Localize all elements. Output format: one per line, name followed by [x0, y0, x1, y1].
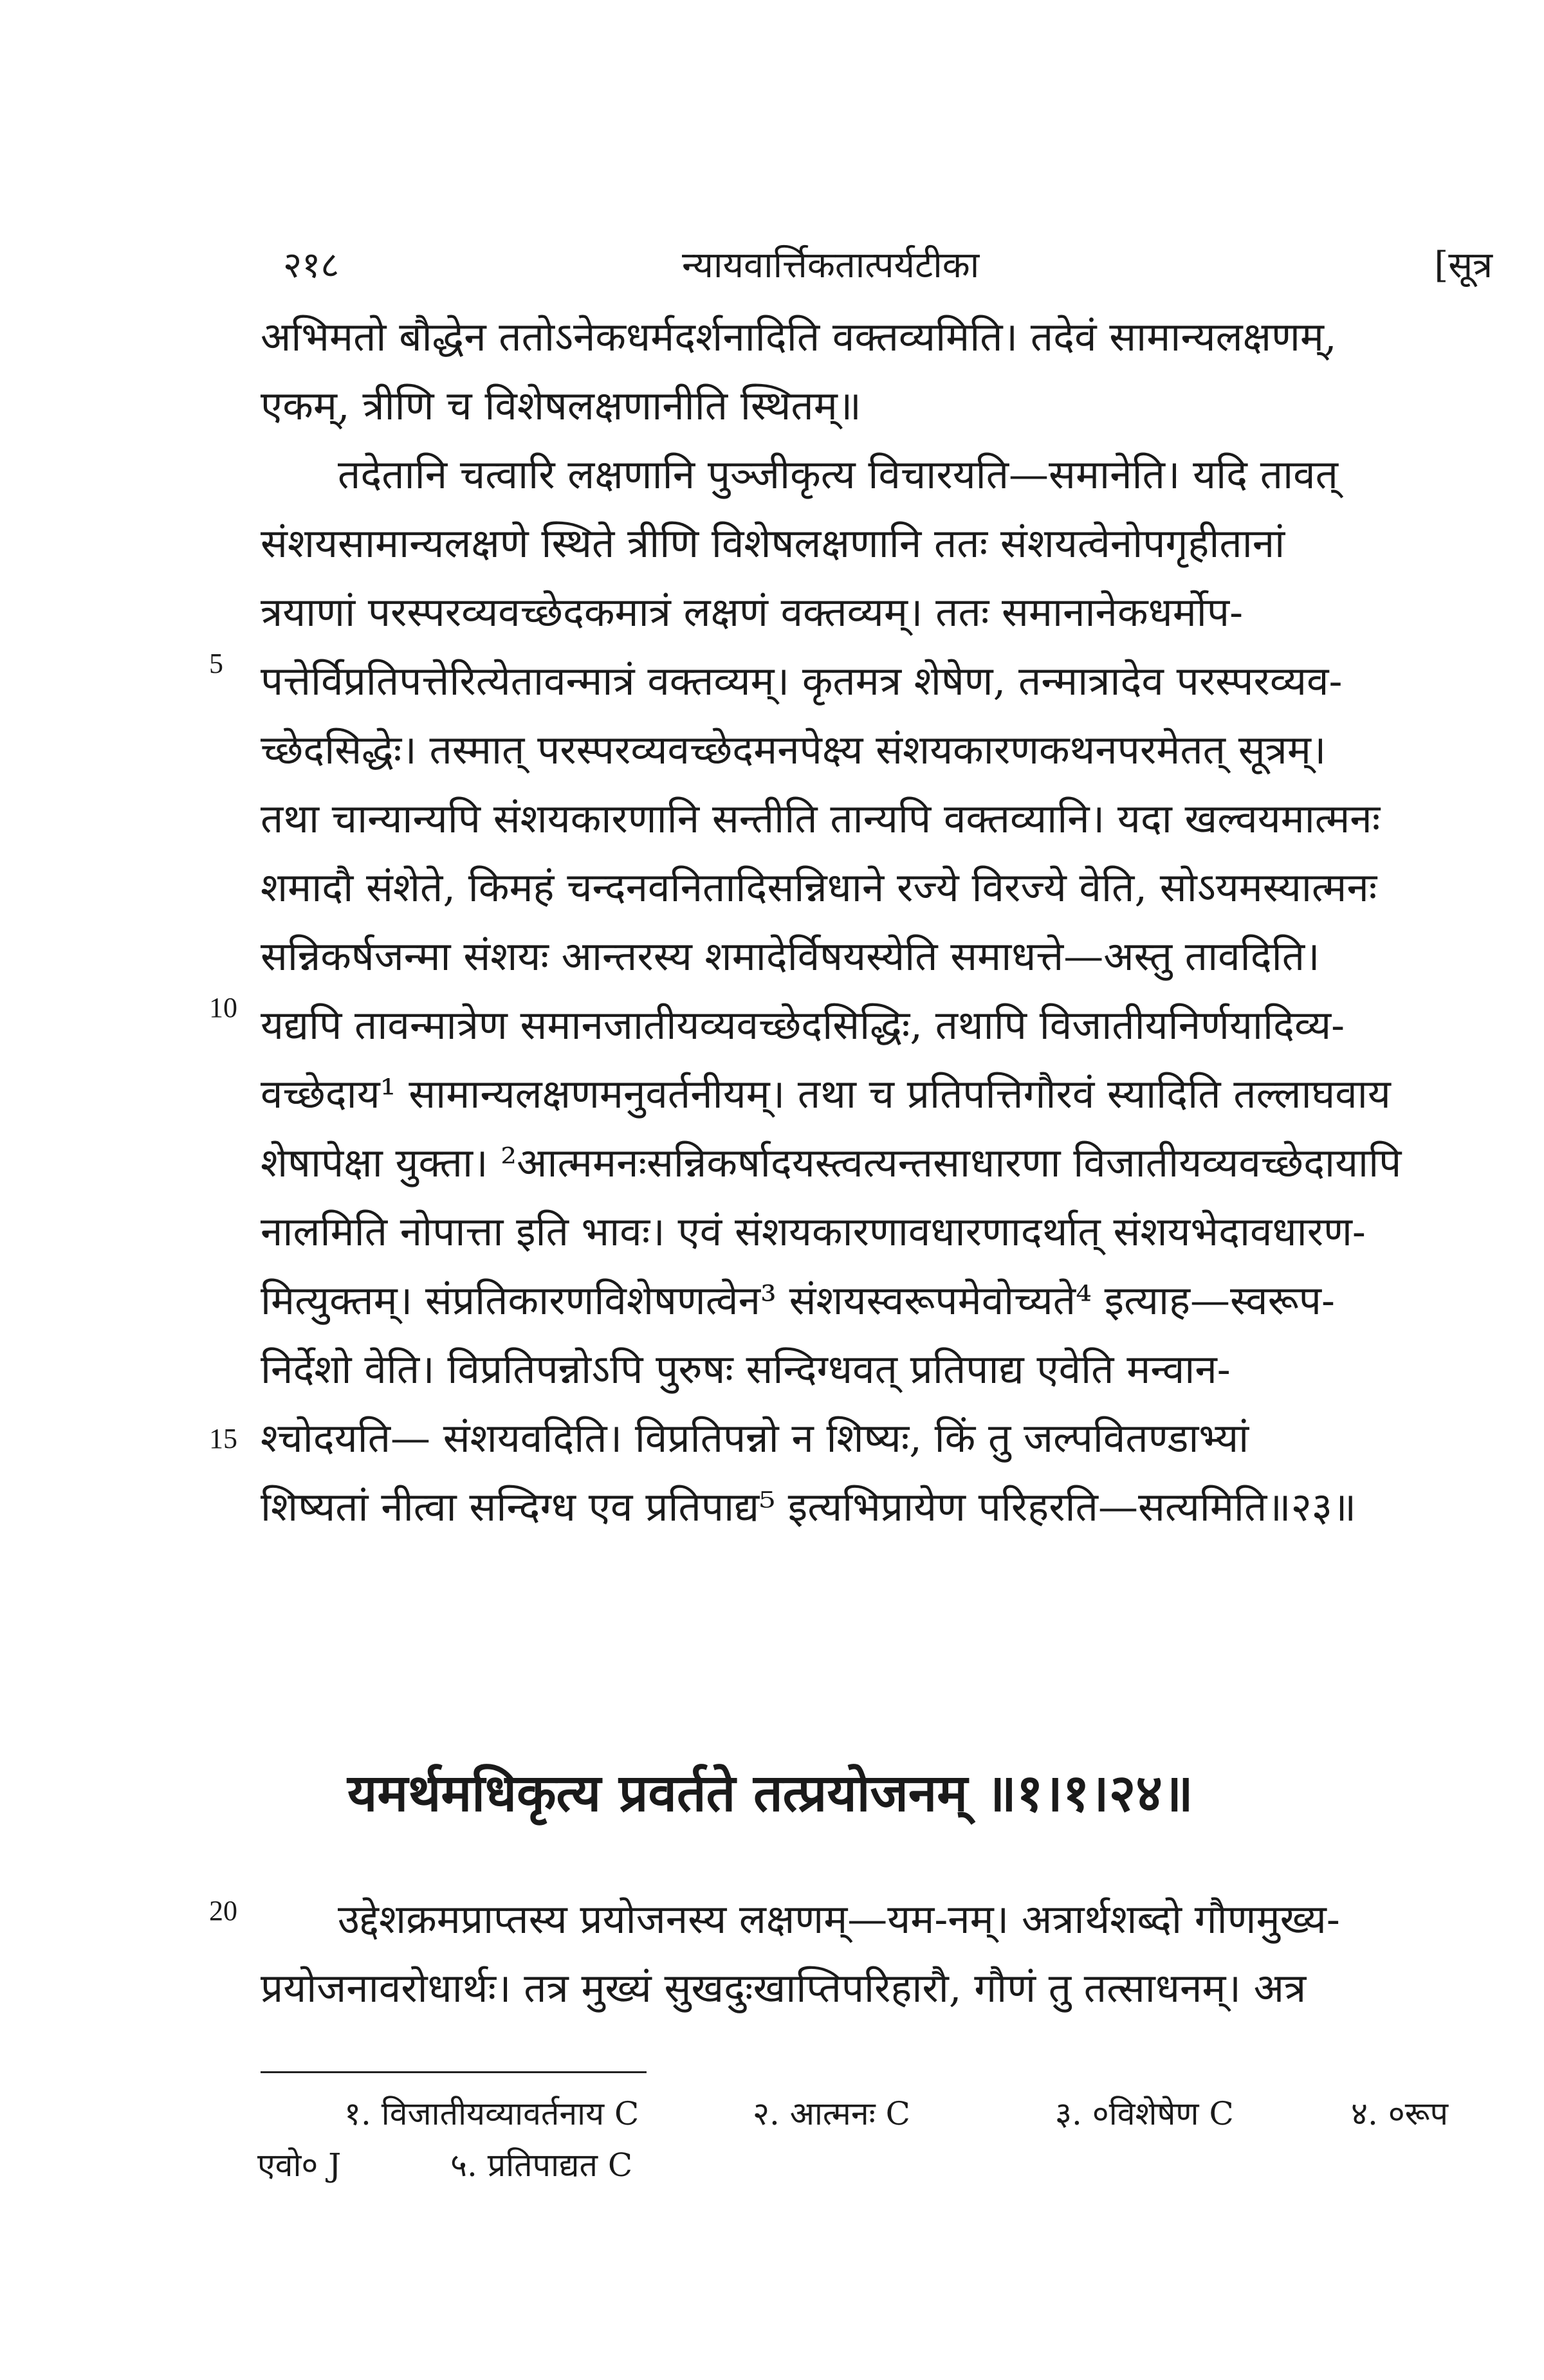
- sutra-heading: यमर्थमधिकृत्य प्रवर्तते तत्प्रयोजनम् ॥१।१।२४॥: [347, 1762, 1193, 1823]
- section-label: [सूत्र: [1434, 244, 1493, 286]
- text-line: शेषापेक्षा युक्ता। ²आत्ममनःसन्निकर्षादयस्त्वत्यन्तसाधारणा विजातीयव्यवच्छेदायापि: [261, 1139, 1402, 1186]
- footnote-2: २. आत्मनः C: [753, 2095, 910, 2132]
- text-line: तदेतानि चत्वारि लक्षणानि पुञ्जीकृत्य विचारयति—समानेति। यदि तावत्: [338, 451, 1338, 498]
- text-line: उद्देशक्रमप्राप्तस्य प्रयोजनस्य लक्षणम्—यम-नम्। अत्रार्थशब्दो गौणमुख्य-: [338, 1896, 1340, 1943]
- text-line: नालमिति नोपात्ता इति भावः। एवं संशयकारणावधारणादर्थात् संशयभेदावधारण-: [261, 1208, 1366, 1255]
- text-line: अभिमतो बौद्धेन ततोऽनेकधर्मदर्शनादिति वक्तव्यमिति। तदेवं सामान्यलक्षणम्,: [261, 313, 1337, 360]
- text-line: वच्छेदाय¹ सामान्यलक्षणमनुवर्तनीयम्। तथा च प्रतिपत्तिगौरवं स्यादिति तल्लाघवाय: [261, 1070, 1391, 1117]
- footnote-4: ४. ०रूप: [1351, 2095, 1449, 2132]
- footnote-divider: [261, 2071, 647, 2073]
- footnotes: [257, 2091, 1480, 2193]
- page-number: २१८: [283, 244, 340, 286]
- text-line: शमादौ संशेते, किमहं चन्दनवनितादिसन्निधाने रज्ये विरज्ये वेति, सोऽयमस्यात्मनः: [261, 864, 1377, 911]
- text-line: तथा चान्यान्यपि संशयकारणानि सन्तीति तान्यपि वक्तव्यानि। यदा खल्वयमात्मनः: [261, 795, 1381, 842]
- footnote-3: ३. ०विशेषेण C: [1055, 2095, 1234, 2132]
- text-line: सन्निकर्षजन्मा संशयः आन्तरस्य शमादेर्विषयस्येति समाधत्ते—अस्तु तावदिति।: [261, 933, 1320, 980]
- text-line: त्रयाणां परस्परव्यवच्छेदकमात्रं लक्षणं वक्तव्यम्। ततः समानानेकधर्मोप-: [261, 589, 1244, 636]
- text-line: च्छेदसिद्धेः। तस्मात् परस्परव्यवच्छेदमनपेक्ष्य संशयकारणकथनपरमेतत् सूत्रम्।: [261, 726, 1327, 773]
- line-number: 10: [209, 992, 237, 1023]
- running-title: न्यायवार्त्तिकतात्पर्यटीका: [682, 244, 980, 286]
- text-line: मित्युक्तम्। संप्रतिकारणविशेषणत्वेन³ संशयस्वरूपमेवोच्यते⁴ इत्याह—स्वरूप-: [261, 1277, 1335, 1324]
- text-line: शिष्यतां नीत्वा सन्दिग्ध एव प्रतिपाद्य⁵ इत्यभिप्रायेण परिहरति—सत्यमिति॥२३॥: [261, 1483, 1357, 1530]
- text-line: श्चोदयति— संशयवदिति। विप्रतिपन्नो न शिष्यः, किं तु जल्पवितण्डाभ्यां: [261, 1414, 1249, 1461]
- line-number: 5: [209, 648, 223, 679]
- text-line: प्रयोजनावरोधार्थः। तत्र मुख्यं सुखदुःखाप्तिपरिहारौ, गौणं तु तत्साधनम्। अत्र: [261, 1964, 1307, 2011]
- text-line: निर्देशो वेति। विप्रतिपन्नोऽपि पुरुषः सन्दिग्धवत् प्रतिपाद्य एवेति मन्वान-: [261, 1346, 1231, 1393]
- commentary-paragraph-2: [261, 1885, 1476, 2022]
- footnote-4-continued: एवो० J: [257, 2147, 342, 2184]
- text-line: एकम्, त्रीणि च विशेषलक्षणानीति स्थितम्॥: [261, 382, 861, 429]
- line-number: 15: [209, 1423, 237, 1454]
- line-number: 20: [209, 1895, 237, 1927]
- footnote-1: १. विजातीयव्यावर्तनाय C: [344, 2095, 639, 2132]
- text-line: यद्यपि तावन्मात्रेण समानजातीयव्यवच्छेदसिद्धिः, तथापि विजातीयनिर्णयादिव्य-: [261, 1002, 1345, 1048]
- footnote-5: ५. प्रतिपाद्यत C: [450, 2147, 633, 2184]
- running-header: [283, 239, 1493, 297]
- commentary-paragraph-1: [261, 302, 1476, 1541]
- text-line: संशयसामान्यलक्षणे स्थिते त्रीणि विशेषलक्षणानि ततः संशयत्वेनोपगृहीतानां: [261, 520, 1285, 567]
- text-line: पत्तेर्विप्रतिपत्तेरित्येतावन्मात्रं वक्तव्यम्। कृतमत्र शेषेण, तन्मात्रादेव परस्परव्यव-: [261, 657, 1343, 704]
